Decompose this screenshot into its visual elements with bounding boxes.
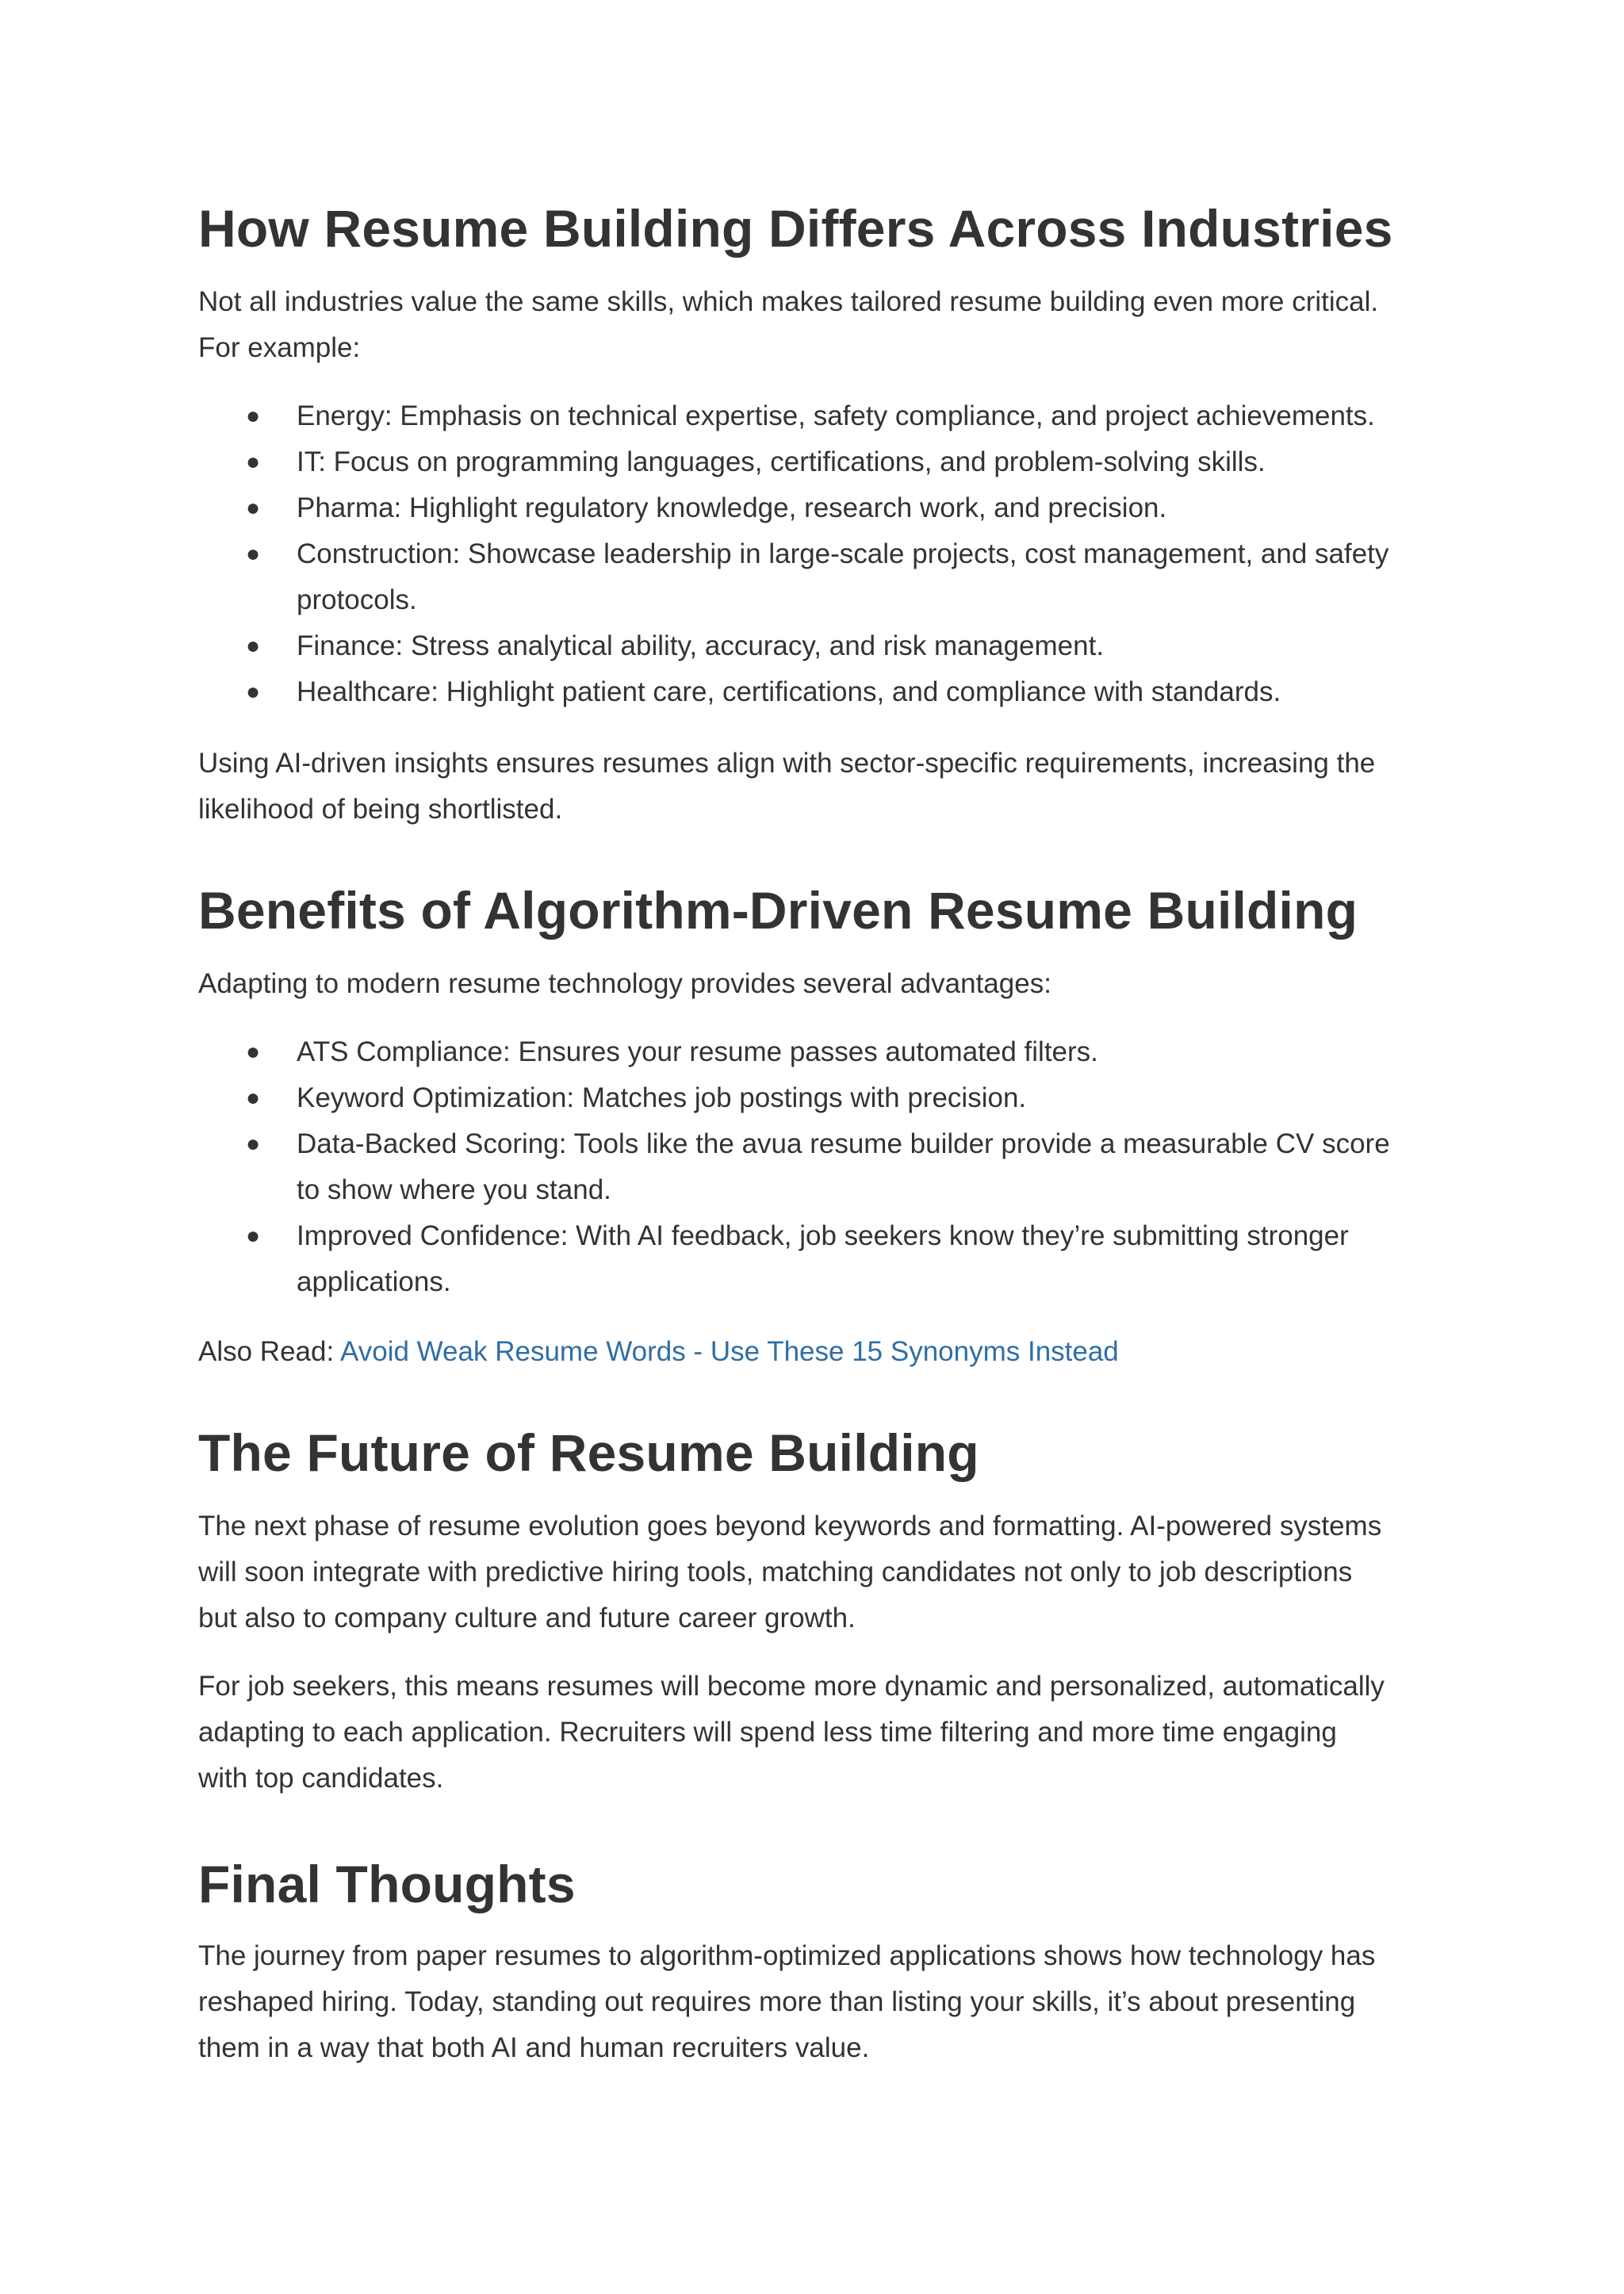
section-intro-industries bbox=[198, 279, 1378, 371]
bullet-icon: ● bbox=[246, 633, 261, 659]
text-line: likelihood of being shortlisted. bbox=[198, 794, 563, 825]
also-read bbox=[198, 1329, 1119, 1375]
list-item bbox=[198, 1029, 1390, 1075]
bullet-icon: ● bbox=[246, 541, 261, 567]
industry-list bbox=[198, 393, 1388, 715]
text-line: For job seekers, this means resumes will become more dynamic and personalized, automatically bbox=[198, 1671, 1385, 1702]
list-item-text: Finance: Stress analytical ability, accuracy, and risk management. bbox=[297, 630, 1105, 661]
list-item-text: Pharma: Highlight regulatory knowledge, research work, and precision. bbox=[297, 492, 1167, 523]
benefits-list bbox=[198, 1029, 1390, 1305]
list-item-text: IT: Focus on programming languages, certifications, and problem-solving skills. bbox=[297, 446, 1266, 477]
list-item bbox=[198, 1075, 1390, 1121]
list-item bbox=[198, 393, 1388, 439]
text-line: reshaped hiring. Today, standing out requires more than listing your skills, it’s about presenting bbox=[198, 1986, 1356, 2017]
list-item-text: to show where you stand. bbox=[297, 1174, 611, 1205]
section-heading-industries: How Resume Building Differs Across Industries bbox=[198, 199, 1393, 258]
list-item bbox=[198, 485, 1388, 531]
list-item-text: Improved Confidence: With AI feedback, job seekers know they’re submitting stronger bbox=[297, 1220, 1349, 1251]
section-heading-future: The Future of Resume Building bbox=[198, 1423, 979, 1482]
list-item-text: Data-Backed Scoring: Tools like the avua resume builder provide a measurable CV score bbox=[297, 1128, 1390, 1159]
list-item bbox=[198, 623, 1388, 669]
list-item bbox=[198, 669, 1388, 715]
section-heading-benefits: Benefits of Algorithm-Driven Resume Building bbox=[198, 881, 1358, 940]
text-line: will soon integrate with predictive hiring tools, matching candidates not only to job descriptions bbox=[198, 1557, 1353, 1587]
bullet-icon: ● bbox=[246, 1223, 261, 1249]
list-item bbox=[198, 1213, 1390, 1305]
text-line: The journey from paper resumes to algorithm-optimized applications shows how technology has bbox=[198, 1940, 1376, 1971]
text-line: adapting to each application. Recruiters will spend less time filtering and more time engaging bbox=[198, 1717, 1337, 1748]
section-intro-benefits bbox=[198, 961, 1051, 1007]
bullet-icon: ● bbox=[246, 1085, 261, 1111]
text-line: Using AI-driven insights ensures resumes align with sector-specific requirements, increasing the bbox=[198, 748, 1376, 779]
list-item-text: Construction: Showcase leadership in large-scale projects, cost management, and safety bbox=[297, 538, 1389, 569]
list-item-text: applications. bbox=[297, 1266, 451, 1297]
text-line: Adapting to modern resume technology provides several advantages: bbox=[198, 968, 1051, 999]
also-read-label: Also Read: bbox=[198, 1336, 335, 1367]
bullet-icon: ● bbox=[246, 449, 261, 475]
text-line: For example: bbox=[198, 332, 361, 363]
text-line: Not all industries value the same skills, which makes tailored resume building even more critical. bbox=[198, 286, 1379, 317]
text-line: The next phase of resume evolution goes beyond keywords and formatting. AI-powered systems bbox=[198, 1511, 1382, 1541]
paragraph bbox=[198, 1933, 1375, 2071]
list-item bbox=[198, 531, 1388, 623]
section-outro-industries bbox=[198, 741, 1375, 833]
list-item-text: Energy: Emphasis on technical expertise, safety compliance, and project achievements. bbox=[297, 400, 1375, 431]
bullet-icon: ● bbox=[246, 679, 261, 705]
also-read-link[interactable]: Avoid Weak Resume Words - Use These 15 Synonyms Instead bbox=[340, 1336, 1119, 1367]
list-item bbox=[198, 439, 1388, 485]
bullet-icon: ● bbox=[246, 1131, 261, 1157]
paragraph bbox=[198, 1503, 1381, 1641]
list-item-text: Healthcare: Highlight patient care, certifications, and compliance with standards. bbox=[297, 676, 1281, 707]
bullet-icon: ● bbox=[246, 495, 261, 521]
text-line: but also to company culture and future career growth. bbox=[198, 1603, 856, 1633]
list-item bbox=[198, 1121, 1390, 1213]
section-heading-final-thoughts: Final Thoughts bbox=[198, 1855, 576, 1913]
bullet-icon: ● bbox=[246, 403, 261, 429]
paragraph bbox=[198, 1664, 1385, 1802]
text-line: with top candidates. bbox=[198, 1763, 444, 1794]
bullet-icon: ● bbox=[246, 1039, 261, 1065]
list-item-text: ATS Compliance: Ensures your resume passes automated filters. bbox=[297, 1036, 1098, 1067]
list-item-text: Keyword Optimization: Matches job postings with precision. bbox=[297, 1082, 1027, 1113]
list-item-text: protocols. bbox=[297, 584, 417, 615]
text-line: them in a way that both AI and human recruiters value. bbox=[198, 2032, 870, 2063]
